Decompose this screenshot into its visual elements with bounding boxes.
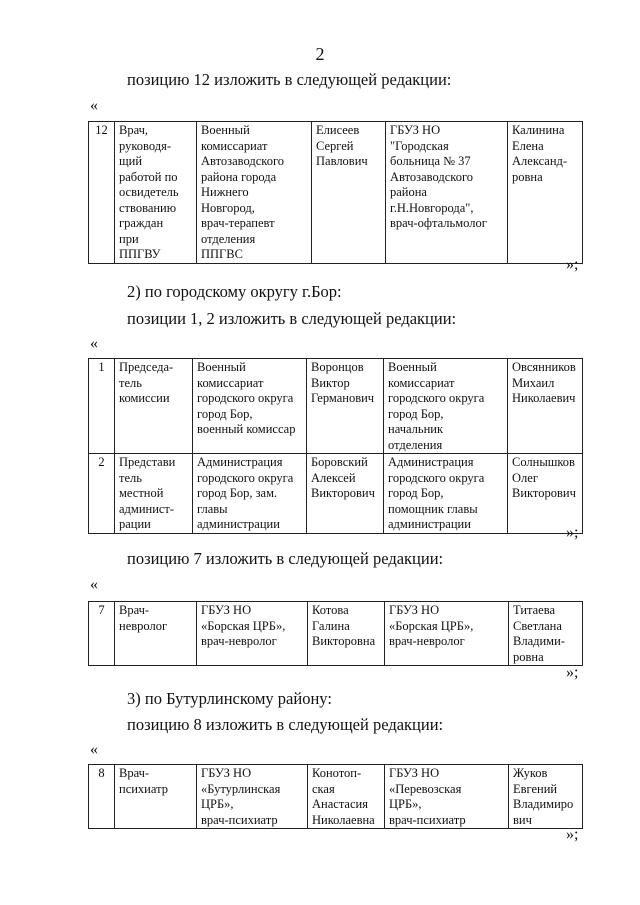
cell-reserve-name: Солнышков Олег Викторович bbox=[508, 454, 583, 534]
cell-reserve-name: Калинина Елена Александ- ровна bbox=[508, 122, 583, 264]
open-quote: « bbox=[90, 97, 98, 114]
cell-role: Врач, руководя- щий работой по освидетель ствованию граждан при ППГВУ bbox=[115, 122, 197, 264]
cell-organization: Военный комиссариат городского округа город Бор, военный комиссар bbox=[193, 359, 307, 454]
close-quote: »; bbox=[566, 826, 579, 843]
cell-member-name: Елисеев Сергей Павлович bbox=[312, 122, 386, 264]
cell-member-name: Котова Галина Викторовна bbox=[308, 602, 385, 666]
cell-reserve-name: Титаева Светлана Владими- ровна bbox=[509, 602, 583, 666]
cell-reserve-organization: ГБУЗ НО «Борская ЦРБ», врач-невролог bbox=[385, 602, 509, 666]
cell-reserve-name: Жуков Евгений Владимиро вич bbox=[509, 765, 583, 829]
instruction-text: позицию 8 изложить в следующей редакции: bbox=[127, 715, 444, 734]
cell-organization: ГБУЗ НО «Бутурлинская ЦРБ», врач-психиатр bbox=[197, 765, 308, 829]
close-quote: »; bbox=[566, 664, 579, 681]
cell-reserve-organization: ГБУЗ НО "Городская больница № 37 Автозаводского района г.Н.Новгорода", врач-офтальмолог bbox=[386, 122, 508, 264]
table-row bbox=[89, 454, 583, 534]
cell-organization: Военный комиссариат Автозаводского района города Нижнего Новгород, врач-терапевт отделения ППГВС bbox=[197, 122, 312, 264]
cell-member-name: Конотоп- ская Анастасия Николаевна bbox=[308, 765, 385, 829]
open-quote: « bbox=[90, 335, 98, 352]
table-row bbox=[89, 359, 583, 454]
cell-reserve-organization: Военный комиссариат городского округа город Бор, начальник отделения bbox=[384, 359, 508, 454]
cell-position-number: 1 bbox=[89, 359, 115, 454]
position-table bbox=[88, 601, 583, 666]
open-quote: « bbox=[90, 576, 98, 593]
cell-role: Представи тель местной админист- рации bbox=[115, 454, 193, 534]
cell-role: Председа- тель комиссии bbox=[115, 359, 193, 454]
position-table bbox=[88, 358, 583, 534]
table-row bbox=[89, 602, 583, 666]
subsection-heading: 2) по городскому округу г.Бор: bbox=[127, 282, 342, 301]
position-table bbox=[88, 764, 583, 829]
cell-position-number: 8 bbox=[89, 765, 115, 829]
open-quote: « bbox=[90, 741, 98, 758]
cell-position-number: 7 bbox=[89, 602, 115, 666]
instruction-text: позицию 12 изложить в следующей редакции: bbox=[127, 70, 452, 89]
close-quote: »; bbox=[566, 256, 579, 273]
cell-reserve-organization: ГБУЗ НО «Перевозская ЦРБ», врач-психиатр bbox=[385, 765, 509, 829]
cell-organization: Администрация городского округа город Бор, зам. главы администрации bbox=[193, 454, 307, 534]
cell-position-number: 12 bbox=[89, 122, 115, 264]
instruction-text: позицию 7 изложить в следующей редакции: bbox=[127, 549, 444, 568]
subsection-heading: 3) по Бутурлинскому району: bbox=[127, 689, 332, 708]
cell-organization: ГБУЗ НО «Борская ЦРБ», врач-невролог bbox=[197, 602, 308, 666]
cell-role: Врач- психиатр bbox=[115, 765, 197, 829]
cell-position-number: 2 bbox=[89, 454, 115, 534]
cell-member-name: Воронцов Виктор Германович bbox=[307, 359, 384, 454]
cell-reserve-organization: Администрация городского округа город Бор, помощник главы администрации bbox=[384, 454, 508, 534]
cell-member-name: Боровский Алексей Викторович bbox=[307, 454, 384, 534]
table-row bbox=[89, 122, 583, 264]
position-table bbox=[88, 121, 583, 264]
instruction-text: позиции 1, 2 изложить в следующей редакции: bbox=[127, 309, 457, 328]
page-number: 2 bbox=[315, 44, 325, 64]
cell-role: Врач- невролог bbox=[115, 602, 197, 666]
cell-reserve-name: Овсянников Михаил Николаевич bbox=[508, 359, 583, 454]
close-quote: »; bbox=[566, 524, 579, 541]
table-row bbox=[89, 765, 583, 829]
